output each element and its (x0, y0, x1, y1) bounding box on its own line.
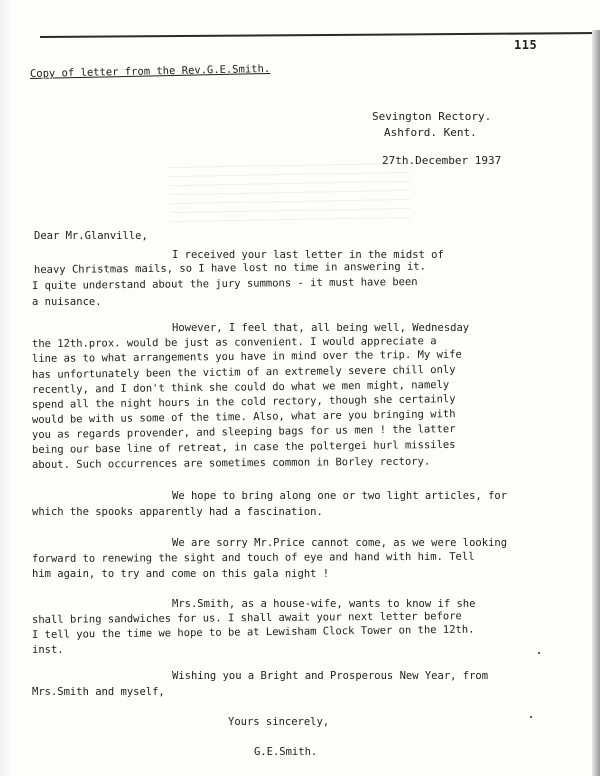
salutation: Dear Mr.Glanville, (34, 230, 148, 242)
body-line: spend all the night hours in the cold rectory, though she certainly (31, 393, 456, 411)
body-line: about. Such occurrences are sometimes common in Borley rectory. (31, 455, 431, 471)
body-line: However, I feel that, all being well, Wednesday (172, 322, 470, 334)
scan-speck (538, 652, 540, 654)
scan-speck (530, 716, 532, 718)
show-through-text (169, 158, 410, 222)
body-line: him again, to try and come on this gala night ! (32, 568, 330, 580)
closing-line: Yours sincerely, (228, 716, 330, 728)
body-line: you as regards provender, and sleeping bags for us men ! the latter (31, 423, 456, 441)
page-number: 115 (514, 38, 538, 52)
body-line: the 12th.prox. would be just as convenient. I would appreciate a (31, 335, 437, 350)
body-line: forward to renewing the sight and touch of eye and hand with him. Tell (31, 550, 475, 565)
body-line: Mrs.Smith and myself, (32, 686, 165, 698)
body-line: shall bring sandwiches for us. I shall await your next letter before (31, 610, 462, 626)
body-line: I received your last letter in the midst of (172, 249, 444, 261)
scan-shadow-left (0, 0, 14, 776)
body-line: Mrs.Smith, as a house-wife, wants to know if she (172, 598, 476, 610)
body-line: I quite understand about the jury summons - it must have been (31, 275, 418, 292)
letter-heading: Copy of letter from the Rev.G.E.Smith. (29, 62, 271, 80)
body-line: I tell you the time we hope to be at Lewisham Clock Tower on the 12th. (31, 623, 475, 641)
body-line: a nuisance. (32, 296, 102, 308)
body-line: Wishing you a Bright and Prosperous New Year, from (172, 670, 489, 682)
body-line: would be with us some of the time. Also, what are you bringing with (31, 408, 456, 426)
address-line-2: Ashford. Kent. (384, 126, 477, 139)
letter-date: 27th.December 1937 (382, 154, 502, 167)
body-line: has unfortunately been the victim of an extremely severe chill only (31, 363, 456, 381)
body-line: being our base line of retreat, in case the poltergei hurl missiles (31, 438, 456, 456)
body-line: heavy Christmas mails, so I have lost no time in answering it. (33, 260, 426, 276)
body-line: which the spooks apparently had a fascination. (32, 506, 323, 518)
address-line-1: Sevington Rectory. (372, 110, 492, 123)
body-line: recently, and I don't think she could do what we men might, namely (31, 378, 450, 396)
body-line: We hope to bring along one or two light articles, for (172, 490, 508, 502)
body-line: We are sorry Mr.Price cannot come, as we were looking (172, 537, 508, 549)
scan-shadow-right (592, 30, 600, 776)
signature: G.E.Smith. (254, 746, 318, 758)
body-line: inst. (32, 644, 64, 656)
body-line: line as to what arrangements you have in mind over the trip. My wife (31, 348, 462, 365)
